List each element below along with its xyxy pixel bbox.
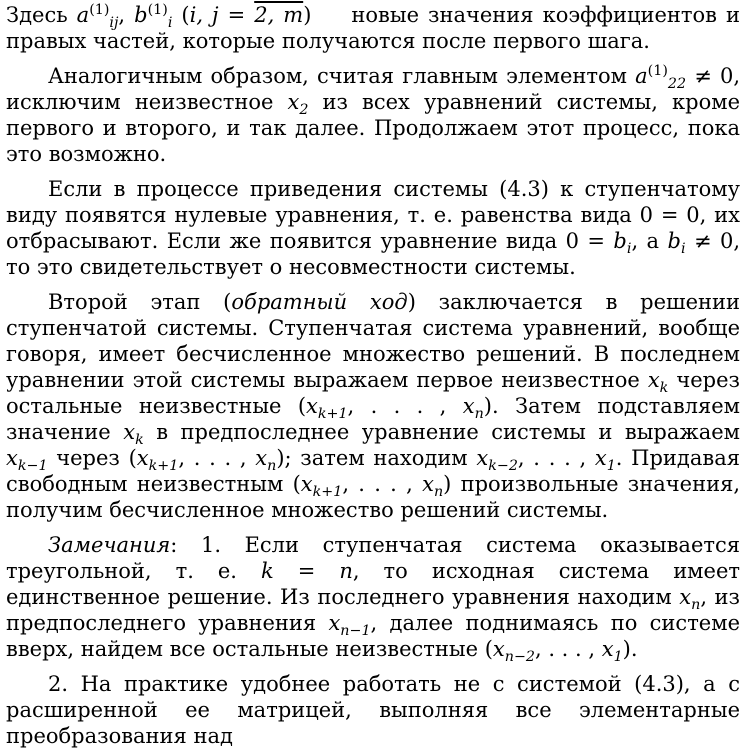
text-sub: n xyxy=(267,458,277,475)
text-text: в предпоследнее уравнение системы и выражаем xyxy=(143,420,740,444)
text-math: x xyxy=(255,446,268,470)
text-text: ). xyxy=(622,637,638,661)
text-sub: ij xyxy=(109,15,119,32)
text-sub: k xyxy=(659,380,669,397)
text-math: a xyxy=(635,64,648,88)
text-math: b xyxy=(613,229,627,253)
text-text: из всех уравнений системы, кроме первого и второго, и так далее. Продолжаем этот процесс, пока это возможно. xyxy=(6,90,740,166)
text-text: ( xyxy=(172,3,190,27)
paragraph-1 xyxy=(6,2,740,54)
text-sub: n xyxy=(433,484,444,501)
text-text: 2. На практике удобнее работать не с системой (4.3), а с расширенной ее матрицей, выполняя все элементарные преобразования над xyxy=(6,672,740,748)
text-sub: k xyxy=(135,432,144,449)
text-text: . Придавая свободным неизвестным ( xyxy=(6,446,740,496)
paragraph-2 xyxy=(6,63,740,167)
text-text: через ( xyxy=(47,446,137,470)
paragraph-3 xyxy=(6,176,740,280)
text-math: x xyxy=(136,446,149,470)
text-math: x xyxy=(300,472,313,496)
text-math: x xyxy=(679,585,692,609)
paragraph-4 xyxy=(6,289,740,523)
text-sub: 1 xyxy=(613,649,623,666)
text-sub: k+1 xyxy=(148,458,179,475)
paragraph-5-remarks xyxy=(6,532,740,666)
text-math: x xyxy=(476,446,489,470)
text-sub: n−2 xyxy=(504,649,535,666)
text-sub: k−2 xyxy=(488,458,518,475)
text-sup: (1) xyxy=(147,2,168,18)
text-math: x xyxy=(6,446,18,470)
text-emph: обратный ход xyxy=(231,290,408,314)
text-math: b xyxy=(134,3,148,27)
text-text: , . . . , xyxy=(534,637,602,661)
text-math: x xyxy=(647,368,660,392)
text-math: x xyxy=(306,394,318,418)
text-text: , из предпоследнего уравнения xyxy=(6,585,740,635)
text-text: , . . . , xyxy=(517,446,595,470)
text-text: , . . . , xyxy=(178,446,256,470)
text-sub: i xyxy=(680,241,686,258)
text-sub: k+1 xyxy=(317,406,348,423)
text-math: x xyxy=(492,637,505,661)
text-sub: 1 xyxy=(606,458,616,475)
text-text: , . . . , xyxy=(347,394,463,418)
text-text: , xyxy=(118,3,135,27)
text-math: x xyxy=(123,420,136,444)
text-math: a xyxy=(76,3,90,27)
text-text: Здесь xyxy=(6,3,77,27)
text-text: новые значения коэффициентов и правых частей, которые получаются после первого шага. xyxy=(6,3,741,53)
text-math: k xyxy=(261,559,274,583)
text-math: x xyxy=(601,637,614,661)
text-math: x xyxy=(287,90,300,114)
text-sub: i xyxy=(167,15,173,32)
text-text: , . . . , xyxy=(342,472,423,496)
text-sub: n xyxy=(474,406,484,423)
text-text: , а xyxy=(631,229,668,253)
text-text: , далее поднимаясь по системе вверх, найдем все остальные неизвестные ( xyxy=(6,611,740,661)
text-text: ≠ 0, исключим неизвестное xyxy=(6,64,740,114)
text-sub: n xyxy=(691,597,701,614)
text-sub: 22 xyxy=(667,76,687,93)
text-text: через остальные неизвестные ( xyxy=(6,368,740,418)
text-math: n xyxy=(339,559,353,583)
text-text: Если в процессе приведения системы (4.3) к ступенчатому виду появятся нулевые уравнения, т. е. равенства вида 0 = 0, их отбрасывают. Если же появится уравнение вида 0 = xyxy=(6,177,740,253)
text-math: b xyxy=(667,229,681,253)
text-sub: i xyxy=(626,241,632,258)
text-text: = xyxy=(273,559,340,583)
text-sup: (1) xyxy=(647,63,668,79)
text-text: Аналогичным образом, считая главным элементом xyxy=(48,64,636,88)
text-text: ). Затем подставляем значение xyxy=(6,394,740,444)
text-math: x xyxy=(594,446,607,470)
text-math: x xyxy=(422,472,434,496)
text-text: ≠ 0, то это свидетельствует о несовместности системы. xyxy=(6,229,741,279)
text-text: : 1. Если ступенчатая система оказывается треугольной, т. е. xyxy=(6,533,740,583)
text-emph: Замечания xyxy=(48,533,171,557)
text-math: i, j = xyxy=(189,3,255,27)
text-sub: k+1 xyxy=(312,484,343,501)
text-text: ) xyxy=(303,3,312,27)
paragraph-6 xyxy=(6,671,740,749)
text-math: x xyxy=(462,394,475,418)
text-text: ); затем находим xyxy=(276,446,477,470)
text-sup: (1) xyxy=(89,2,110,18)
text-sub: 2 xyxy=(299,102,309,119)
text-over: 2, m xyxy=(254,3,304,27)
text-text: , то исходная система имеет единственное решение. Из последнего уравнения находим xyxy=(6,559,740,609)
text-sub: n−1 xyxy=(340,623,371,640)
text-text: Второй этап ( xyxy=(48,290,232,314)
text-math: x xyxy=(328,611,341,635)
text-sub: k−1 xyxy=(17,458,48,475)
text-text: ) заключается в решении ступенчатой системы. Ступенчатая система уравнений, вообще говоря, имеет бесчисленное множество решений. В последнем уравнении этой системы выражаем первое неизвестное xyxy=(6,290,740,392)
text-text: ) произвольные значения, получим бесчисленное множество решений системы. xyxy=(6,472,740,522)
